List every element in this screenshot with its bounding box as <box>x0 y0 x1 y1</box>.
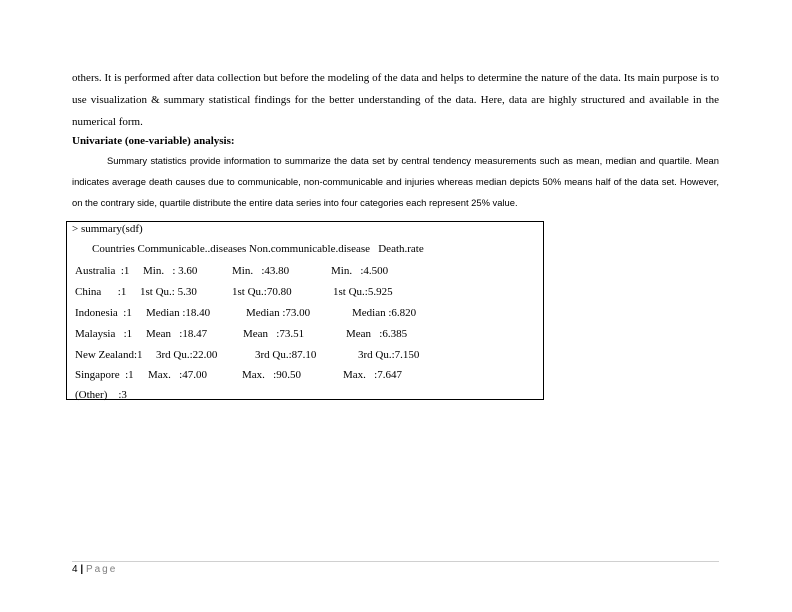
r-cell: Australia :1 <box>75 265 130 277</box>
r-cell: Mean :73.51 <box>243 328 305 340</box>
intro-paragraph: others. It is performed after data collection but before the modeling of the data and helps to determine the nature of the data. Its main purpose is to use visualization & summary statistical findings for the better understanding of the data. Here, data are highly structured and available in the numerical form. <box>72 72 719 128</box>
r-cell: 1st Qu.:70.80 <box>232 286 292 298</box>
footer-separator: | <box>80 564 84 575</box>
r-output-box <box>66 221 544 400</box>
r-cell: Indonesia :1 <box>75 307 132 319</box>
r-cell: China :1 <box>75 286 127 298</box>
page-number: 4 <box>72 564 78 575</box>
r-cell: Min. : 3.60 <box>143 265 198 277</box>
r-cell: Min. :4.500 <box>331 265 389 277</box>
page-label: Page <box>85 564 118 575</box>
r-cell: Median :18.40 <box>146 307 211 319</box>
r-header: Countries Communicable..diseases Non.communicable.disease Death.rate <box>92 243 424 255</box>
section-heading: Univariate (one-variable) analysis: <box>72 135 235 147</box>
r-cell: Median :73.00 <box>246 307 311 319</box>
r-cell: Mean :18.47 <box>146 328 208 340</box>
r-cell: 3rd Qu.:7.150 <box>358 349 420 361</box>
r-cell: Max. :47.00 <box>148 369 207 381</box>
r-cell: 1st Qu.: 5.30 <box>140 286 197 298</box>
r-cell: 3rd Qu.:87.10 <box>255 349 317 361</box>
r-cell: Mean :6.385 <box>346 328 408 340</box>
r-cell: Max. :7.647 <box>343 369 402 381</box>
r-cell: (Other) :3 <box>75 389 127 401</box>
r-cell: 3rd Qu.:22.00 <box>156 349 218 361</box>
page-footer <box>72 564 117 576</box>
r-cell: New Zealand:1 <box>75 349 143 361</box>
footer-divider <box>72 561 719 562</box>
r-cell: Median :6.820 <box>352 307 417 319</box>
r-cell: Min. :43.80 <box>232 265 290 277</box>
r-cell: Malaysia :1 <box>75 328 133 340</box>
r-cell: Max. :90.50 <box>242 369 301 381</box>
r-cell: 1st Qu.:5.925 <box>333 286 393 298</box>
summary-paragraph: Summary statistics provide information to summarize the data set by central tendency measurements such as mean, median and quartile. Mean indicates average death causes due to communicable, non-communicable and injuries whereas median depicts 50% means half of the data set. However, on the contrary side, quartile distribute the entire data series into four categories each represent 25% value. <box>72 155 719 208</box>
r-command: > summary(sdf) <box>72 223 143 235</box>
r-cell: Singapore :1 <box>75 369 134 381</box>
